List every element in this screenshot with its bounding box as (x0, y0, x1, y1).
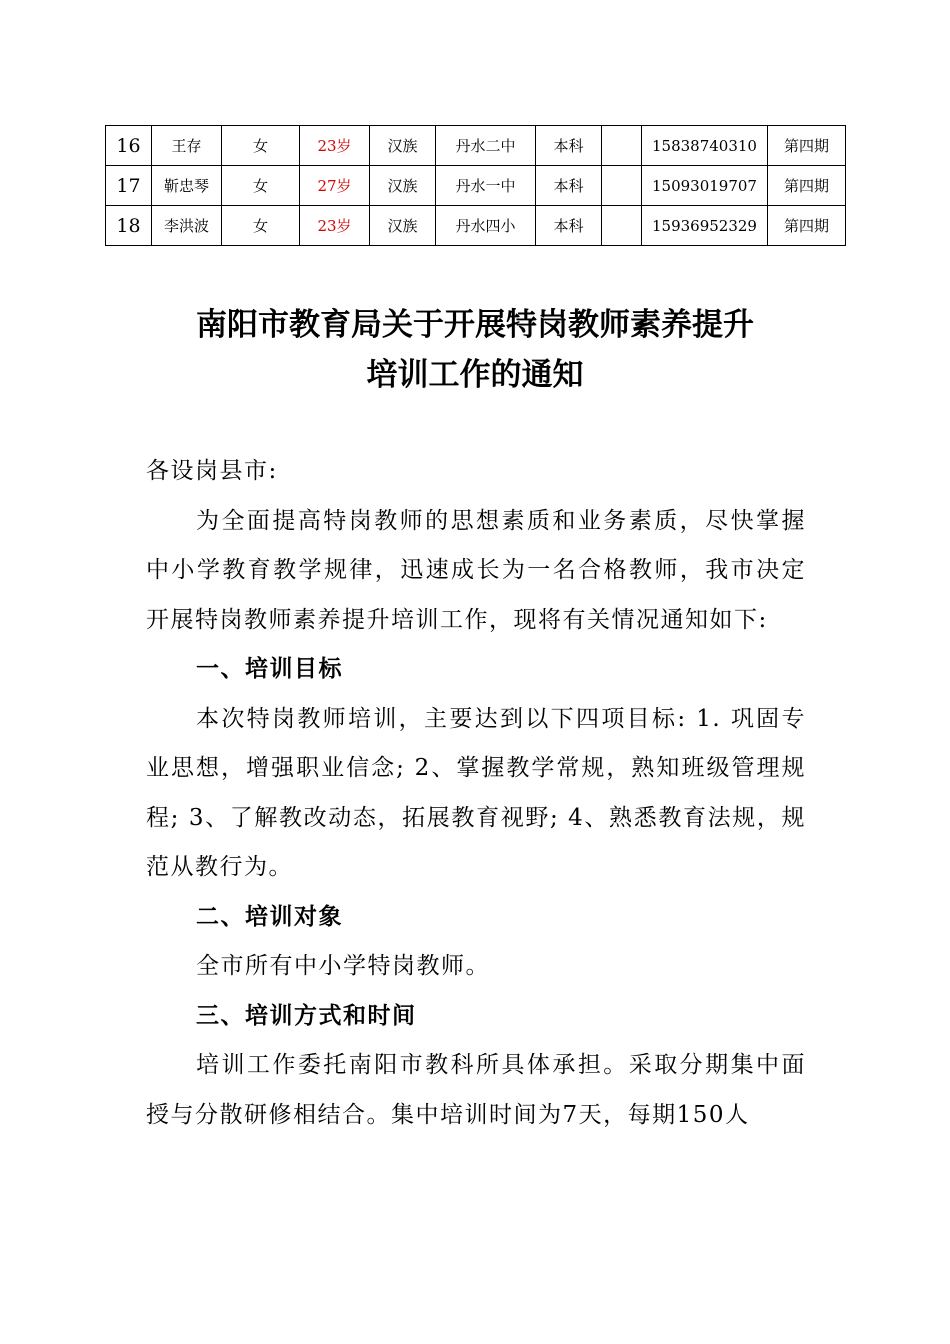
teacher-ethnicity: 汉族 (370, 166, 436, 206)
salutation: 各设岗县市: (146, 458, 278, 484)
blank-cell (602, 206, 642, 246)
teacher-gender: 女 (222, 206, 300, 246)
teacher-gender: 女 (222, 126, 300, 166)
training-period: 第四期 (768, 166, 846, 206)
table-row (106, 126, 846, 166)
row-index: 17 (106, 166, 152, 206)
table-row (106, 206, 846, 246)
teacher-name: 李洪波 (152, 206, 222, 246)
notice-title-line-2: 培训工作的通知 (366, 357, 584, 393)
teacher-ethnicity: 汉族 (370, 126, 436, 166)
section-1-paragraph: 本次特岗教师培训，主要达到以下四项目标: 1. 巩固专业思想，增强职业信念; 2、掌握教学常规，熟知班级管理规程; 3、了解教改动态，拓展教育视野; 4、熟悉教育法规，规范从教行为。 (146, 705, 806, 880)
blank-cell (602, 166, 642, 206)
teacher-education: 本科 (536, 126, 602, 166)
teacher-school: 丹水二中 (436, 126, 536, 166)
section-2-heading: 二、培训对象 (196, 903, 343, 930)
training-period: 第四期 (768, 206, 846, 246)
teacher-age: 23岁 (300, 206, 370, 246)
teacher-phone: 15838740310 (642, 126, 768, 166)
table-row (106, 166, 846, 206)
section-3-paragraph: 培训工作委托南阳市教科所具体承担。采取分期集中面授与分散研修相结合。集中培训时间为7天，每期150人 (146, 1052, 806, 1128)
section-2-paragraph: 全市所有中小学特岗教师。 (196, 953, 490, 979)
training-period: 第四期 (768, 126, 846, 166)
row-index: 16 (106, 126, 152, 166)
teacher-roster-table (105, 125, 846, 246)
teacher-education: 本科 (536, 166, 602, 206)
teacher-school: 丹水一中 (436, 166, 536, 206)
section-1-heading: 一、培训目标 (196, 656, 343, 682)
notice-body (146, 447, 806, 1140)
blank-cell (602, 126, 642, 166)
teacher-ethnicity: 汉族 (370, 206, 436, 246)
intro-paragraph: 为全面提高特岗教师的思想素质和业务素质，尽快掌握中小学教育教学规律，迅速成长为一名合格教师，我市决定开展特岗教师素养提升培训工作，现将有关情况通知如下: (146, 507, 806, 633)
section-3-heading: 三、培训方式和时间 (196, 1002, 417, 1029)
teacher-age: 23岁 (300, 126, 370, 166)
row-index: 18 (106, 206, 152, 246)
teacher-phone: 15093019707 (642, 166, 768, 206)
teacher-school: 丹水四小 (436, 206, 536, 246)
teacher-name: 靳忠琴 (152, 166, 222, 206)
teacher-name: 王存 (152, 126, 222, 166)
notice-title-line-1: 南阳市教育局关于开展特岗教师素养提升 (196, 307, 754, 343)
teacher-age: 27岁 (300, 166, 370, 206)
teacher-education: 本科 (536, 206, 602, 246)
teacher-phone: 15936952329 (642, 206, 768, 246)
teacher-gender: 女 (222, 166, 300, 206)
